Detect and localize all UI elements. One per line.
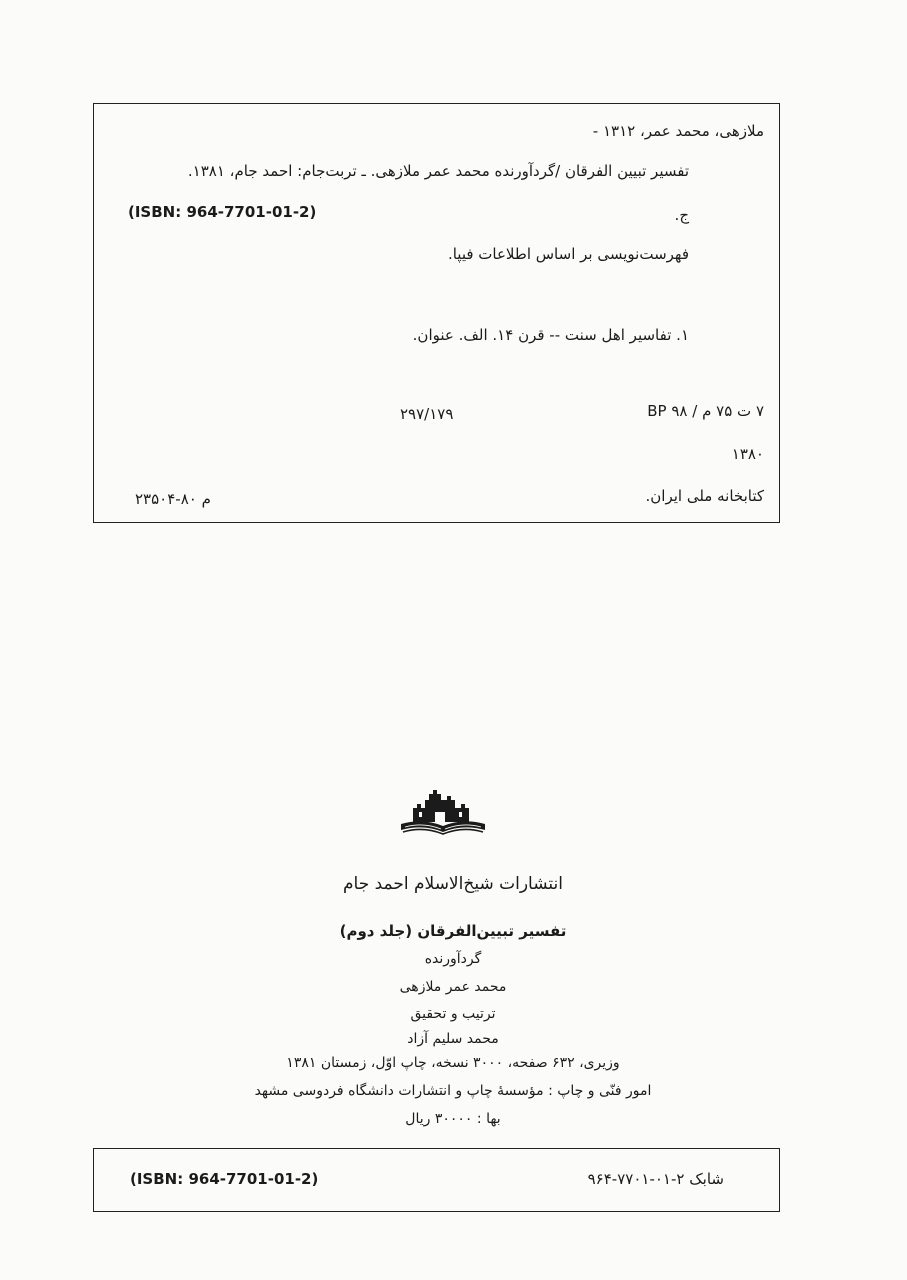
publisher-name: انتشارات شیخ‌الاسلام احمد جام (343, 874, 563, 894)
cip-fipa-note: فهرست‌نویسی بر اساس اطلاعات فیپا. (447, 245, 689, 263)
compiler-name: محمد عمر ملازهی (399, 979, 507, 995)
compiler-label: گردآورنده (424, 951, 482, 967)
cip-isbn: (ISBN: 964-7701-01-2) (128, 203, 317, 221)
shabak-number: شابک ۲-۰۱-۷۷۰۱-۹۶۴ (587, 1170, 724, 1188)
cip-dewey: ۲۹۷/۱۷۹ (400, 405, 454, 423)
cip-title-line: تفسیر تبیین الفرقان /گردآورنده محمد عمر ملازهی. ـ تربت‌جام: احمد جام، ۱۳۸۱. (187, 162, 689, 180)
price: بها : ۳۰۰۰۰ ریال (405, 1111, 501, 1127)
cip-author-line: ملازهی، محمد عمر، ۱۳۱۲ - (592, 122, 764, 140)
print-info: وزیری، ۶۳۲ صفحه، ۳۰۰۰ نسخه، چاپ اوّل، زمستان ۱۳۸۱ (286, 1055, 620, 1071)
cip-classification: ۷ ت ۷۵ م / ۹۸ BP (647, 402, 764, 420)
editing-label: ترتیب و تحقیق (410, 1006, 496, 1022)
book-title: تفسیر تبیین‌الفرقان (جلد دوم) (339, 922, 567, 940)
cip-year: ۱۳۸۰ (731, 445, 764, 463)
footer-isbn: (ISBN: 964-7701-01-2) (130, 1170, 319, 1188)
cip-subject-line: ۱. تفاسیر اهل سنت -- قرن ۱۴. الف. عنوان. (412, 326, 689, 344)
editor-name: محمد سلیم آزاد (407, 1031, 499, 1047)
cip-volume-mark: ج. (674, 206, 689, 224)
cip-library: کتابخانه ملی ایران. (645, 487, 764, 505)
printer-info: امور فنّی و چاپ : مؤسسهٔ چاپ و انتشارات دانشگاه فردوسی مشهد (254, 1083, 652, 1099)
castle-book-logo-icon (395, 788, 491, 838)
cip-record-number: م ۸۰-۲۳۵۰۴ (135, 490, 211, 508)
